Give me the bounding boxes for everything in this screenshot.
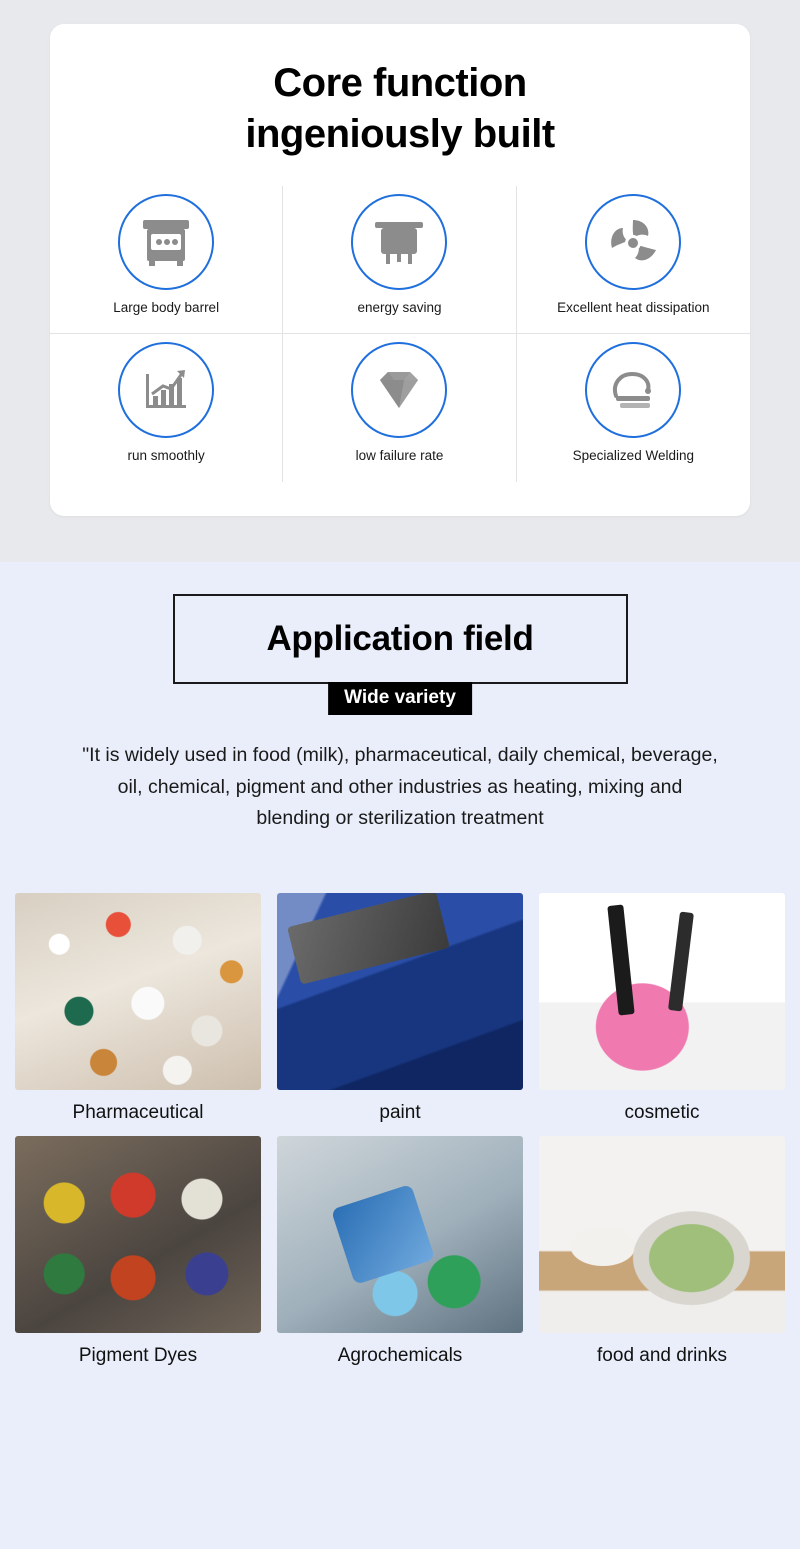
growth-chart-icon [118,342,214,438]
feature-item-heat-dissipation [517,186,750,334]
feature-item-run-smoothly [50,334,283,482]
application-item-paint [277,893,523,1130]
paint-palette-photo [15,1136,261,1333]
core-function-section [0,0,800,562]
feature-label: energy saving [357,300,442,316]
feature-label: low failure rate [355,448,444,464]
core-title-line-2: ingeniously built [245,112,555,157]
cosmetics-basket-photo [539,893,785,1090]
tank-icon [351,194,447,290]
application-title-box [173,594,628,684]
welding-icon [585,342,681,438]
application-item-caption: food and drinks [597,1344,727,1366]
feature-item-energy-saving [283,186,516,334]
page-title [50,50,750,160]
feature-label: run smoothly [127,448,205,464]
application-item-agrochemicals [277,1136,523,1373]
core-function-card [50,24,750,516]
pills-photo [15,893,261,1090]
application-item-food-and-drinks [539,1136,785,1373]
lab-testing-photo [277,1136,523,1333]
feature-grid [50,186,750,482]
fan-icon [585,194,681,290]
application-field-section [0,562,800,1549]
application-item-pharmaceutical [15,893,261,1130]
barrel-icon [118,194,214,290]
application-item-caption: Pigment Dyes [78,1344,198,1366]
application-description: "It is widely used in food (milk), pharmaceutical, daily chemical, beverage, oil, chemical, pigment and other industries as heating, mixing and blending or sterilization treatment [82,744,718,830]
application-item-caption: Agrochemicals [337,1344,463,1366]
application-item-grid [0,893,800,1373]
feature-item-low-failure-rate [283,334,516,482]
diamond-icon [351,342,447,438]
feature-item-large-body-barrel [50,186,283,334]
feature-label: Large body barrel [113,300,220,316]
core-title-line-1: Core function [273,61,527,105]
blue-paint-photo [277,893,523,1090]
application-title: Application field [266,619,534,658]
application-item-caption: cosmetic [624,1101,700,1123]
matcha-cup-photo [539,1136,785,1333]
feature-label: Specialized Welding [572,448,694,464]
feature-item-specialized-welding [517,334,750,482]
application-item-caption: Pharmaceutical [72,1101,204,1123]
application-subtitle-badge: Wide variety [328,682,472,715]
application-item-pigment-dyes [15,1136,261,1373]
application-item-caption: paint [379,1101,421,1123]
application-item-cosmetic [539,893,785,1130]
feature-label: Excellent heat dissipation [557,300,710,316]
